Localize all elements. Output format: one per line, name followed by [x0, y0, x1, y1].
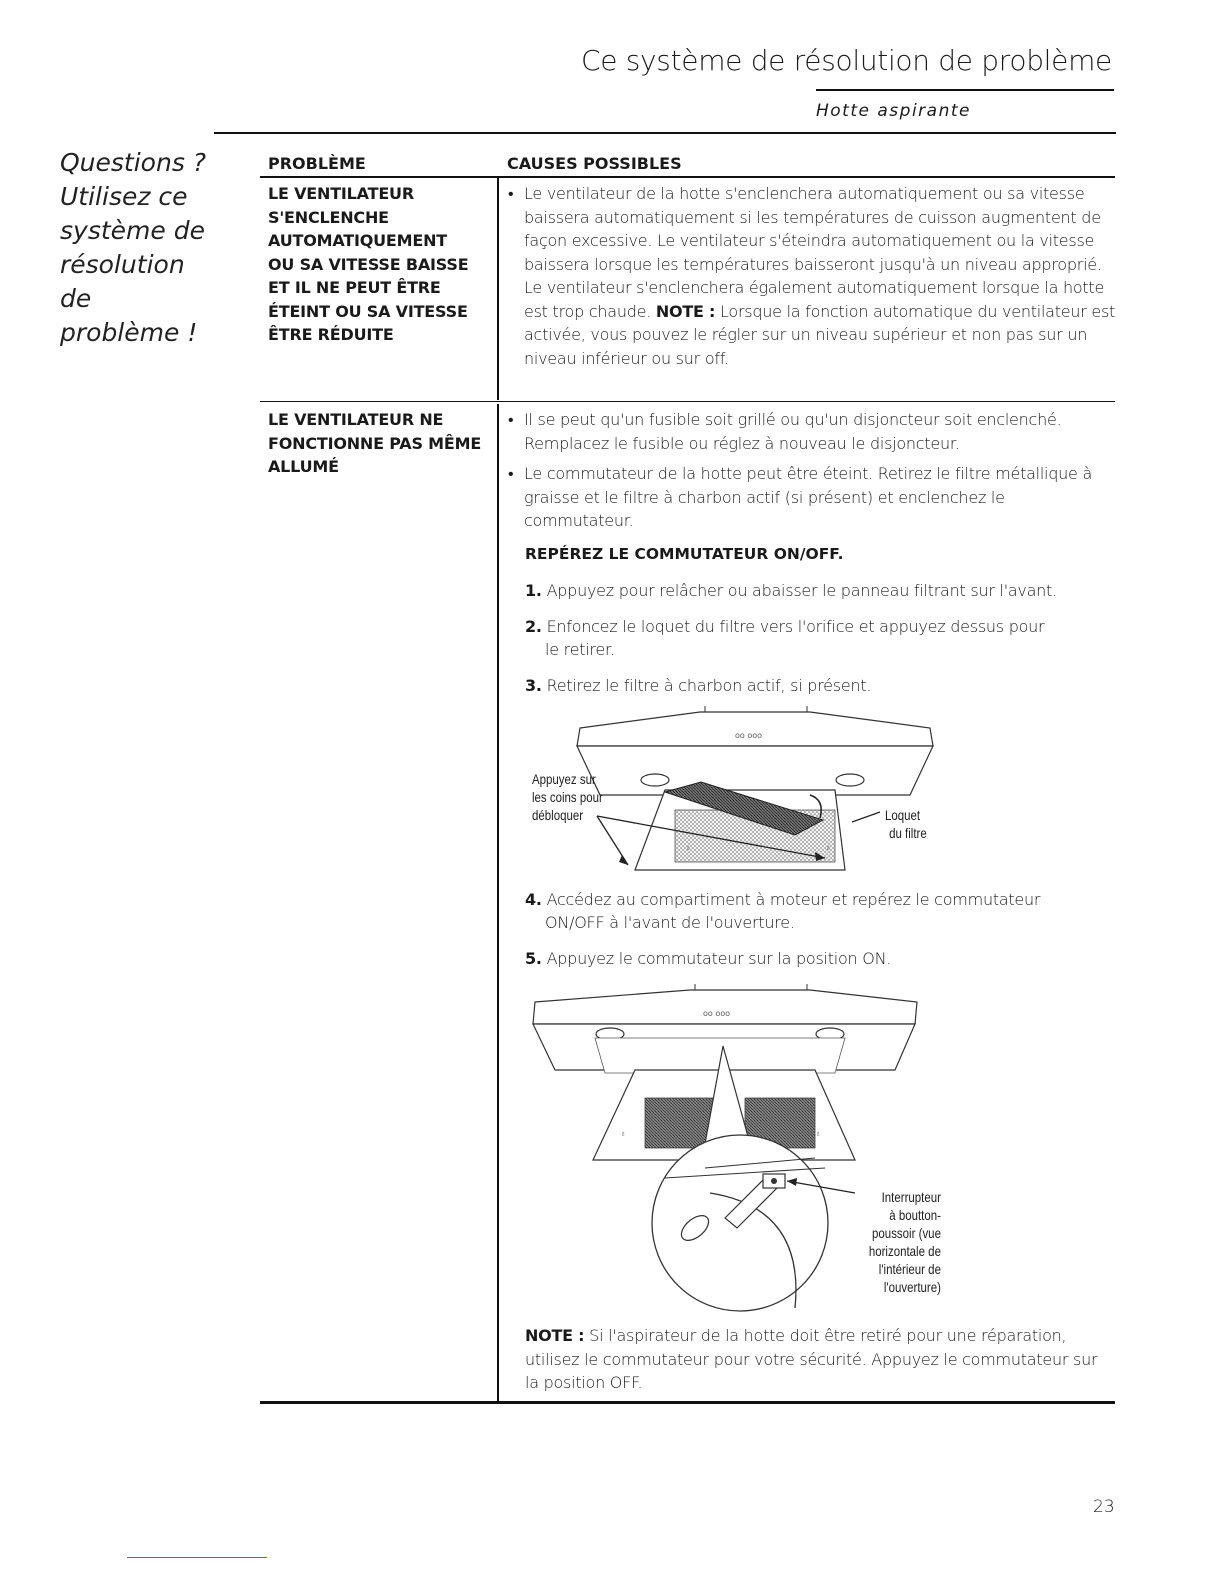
- callout-line: les coins pour: [532, 789, 603, 805]
- callout-line: du filtre: [889, 825, 927, 841]
- problem-line: ÊTRE RÉDUITE: [268, 325, 394, 344]
- sidebar-line: problème !: [60, 318, 198, 347]
- table-header-rule: [260, 176, 1115, 178]
- table-bottom-rule: [260, 1401, 1115, 1404]
- problem-cell-fan-auto: [268, 182, 490, 347]
- step-number: 5.: [525, 949, 542, 968]
- header-rule: [816, 89, 1114, 91]
- step-2: [525, 615, 1085, 661]
- cause-text: Il se peut qu'un fusible soit grillé ou qu'un disjoncteur soit enclenché. Remplacez le fusible ou réglez à nouveau le disjoncteur.: [524, 410, 1062, 453]
- note-text: Lorsque la fonction automatique du ventilateur est activée, vous pouvez le régler sur un niveau supérieur et non pas sur un niveau inférieur ou sur off.: [524, 301, 1116, 368]
- step-number: 3.: [525, 676, 542, 695]
- step-1: [525, 579, 1085, 602]
- callout-line: horizontale de: [868, 1243, 941, 1259]
- note-label: NOTE :: [655, 301, 716, 321]
- column-header-causes: CAUSES POSSIBLES: [507, 154, 682, 173]
- svg-text:♁: ♁: [825, 843, 831, 852]
- svg-text:oo ooo: oo ooo: [703, 1009, 731, 1018]
- sidebar-line: système de: [60, 216, 205, 245]
- step-text: Accédez au compartiment à moteur et repérez le commutateur: [546, 890, 1041, 909]
- sidebar-line: résolution: [60, 250, 185, 279]
- row-divider: [260, 401, 1115, 402]
- switch-location-diagram: [525, 978, 925, 1318]
- problem-line: ÉTEINT OU SA VITESSE: [268, 301, 468, 321]
- callout-line: à boutton-: [889, 1207, 941, 1223]
- top-rule: [214, 132, 1116, 134]
- cause-text: Le commutateur de la hotte peut être éteint. Retirez le filtre métallique à graisse et le filtre à charbon actif (si présent) et enclenchez le commutateur.: [524, 464, 1093, 530]
- svg-text:♁: ♁: [685, 843, 691, 852]
- problem-line: FONCTIONNE PAS MÊME: [268, 433, 482, 453]
- page-header-title: Ce système de résolution de problème: [580, 44, 1112, 77]
- sidebar-line: de: [60, 284, 92, 313]
- problem-line: LE VENTILATEUR: [268, 184, 414, 203]
- svg-text:♁: ♁: [815, 1129, 821, 1138]
- problem-line: LE VENTILATEUR NE: [268, 410, 444, 429]
- column-header-problem: PROBLÈME: [268, 154, 366, 173]
- bullet-icon: •: [508, 464, 514, 483]
- callout-line: poussoir (vue: [872, 1225, 941, 1241]
- page-header-subtitle: Hotte aspirante: [816, 101, 971, 121]
- callout-press-corners: [532, 770, 603, 824]
- footer-link-line[interactable]: [127, 1557, 267, 1558]
- svg-text:♁: ♁: [620, 1129, 626, 1138]
- step-text: Appuyez pour relâcher ou abaisser le panneau filtrant sur l'avant.: [546, 581, 1057, 600]
- note-switch-off: [525, 1324, 1105, 1395]
- step-5: [525, 947, 1085, 970]
- locate-switch-heading: REPÉREZ LE COMMUTATEUR ON/OFF.: [525, 545, 844, 563]
- problem-line: S'ENCLENCHE: [268, 207, 389, 227]
- note-label: NOTE :: [525, 1326, 585, 1345]
- callout-line: l'intérieur de: [878, 1261, 941, 1277]
- sidebar-questions: [60, 146, 220, 350]
- callout-line: débloquer: [532, 807, 584, 823]
- sidebar-line: Questions ?: [60, 148, 207, 177]
- problem-line: ALLUMÉ: [268, 457, 339, 476]
- problem-line: AUTOMATIQUEMENT: [268, 231, 448, 250]
- callout-filter-latch: [885, 806, 927, 842]
- callout-line: Loquet: [885, 807, 921, 823]
- column-divider: [497, 404, 499, 1401]
- step-number: 4.: [525, 890, 542, 909]
- step-number: 2.: [525, 617, 542, 636]
- callout-line: Interrupteur: [881, 1189, 941, 1205]
- sidebar-line: Utilisez ce: [60, 182, 188, 211]
- cause-text: Le ventilateur de la hotte s'enclenchera automatiquement ou sa vitesse baissera automatiquement si les températures de cuisson augmentent de façon excessive. Le ventilateur s'éteindra automatiquement ou la vitesse baissera lorsque les températures baisseront jusqu'à un niveau approprié. Le ventilateur s'enclenchera également automatiquement lorsque la hotte est trop chaude.: [524, 184, 1105, 321]
- page-number: 23: [1093, 1497, 1115, 1517]
- callout-line: l'ouverture): [883, 1279, 941, 1295]
- bullet-icon: •: [508, 184, 514, 203]
- step-number: 1.: [525, 581, 542, 600]
- step-text: Enfoncez le loquet du filtre vers l'orifice et appuyez dessus pour: [546, 617, 1045, 636]
- column-divider: [497, 178, 499, 400]
- callout-line: Appuyez sur: [532, 771, 596, 787]
- cause-cell-fan-auto: [508, 182, 1116, 370]
- problem-line: ET IL NE PEUT ÊTRE: [268, 278, 441, 297]
- problem-line: OU SA VITESSE BAISSE: [268, 254, 469, 274]
- problem-cell-fan-not-working: [268, 408, 490, 479]
- step-text-cont: le retirer.: [545, 640, 615, 659]
- cause-switch-off: [508, 462, 1116, 533]
- note-text: Si l'aspirateur de la hotte doit être retiré pour une réparation, utilisez le commutateur pour votre sécurité. Appuyez le commutateur sur la position OFF.: [525, 1326, 1098, 1392]
- step-3: [525, 674, 1085, 697]
- callout-push-switch: [869, 1188, 941, 1296]
- step-4: [525, 888, 1085, 934]
- step-text: Retirez le filtre à charbon actif, si présent.: [546, 676, 872, 695]
- step-text-cont: ON/OFF à l'avant de l'ouverture.: [545, 913, 795, 932]
- cause-fuse: [508, 408, 1116, 455]
- svg-text:oo ooo: oo ooo: [735, 731, 763, 740]
- step-text: Appuyez le commutateur sur la position ON.: [546, 949, 892, 968]
- bullet-icon: •: [508, 410, 514, 429]
